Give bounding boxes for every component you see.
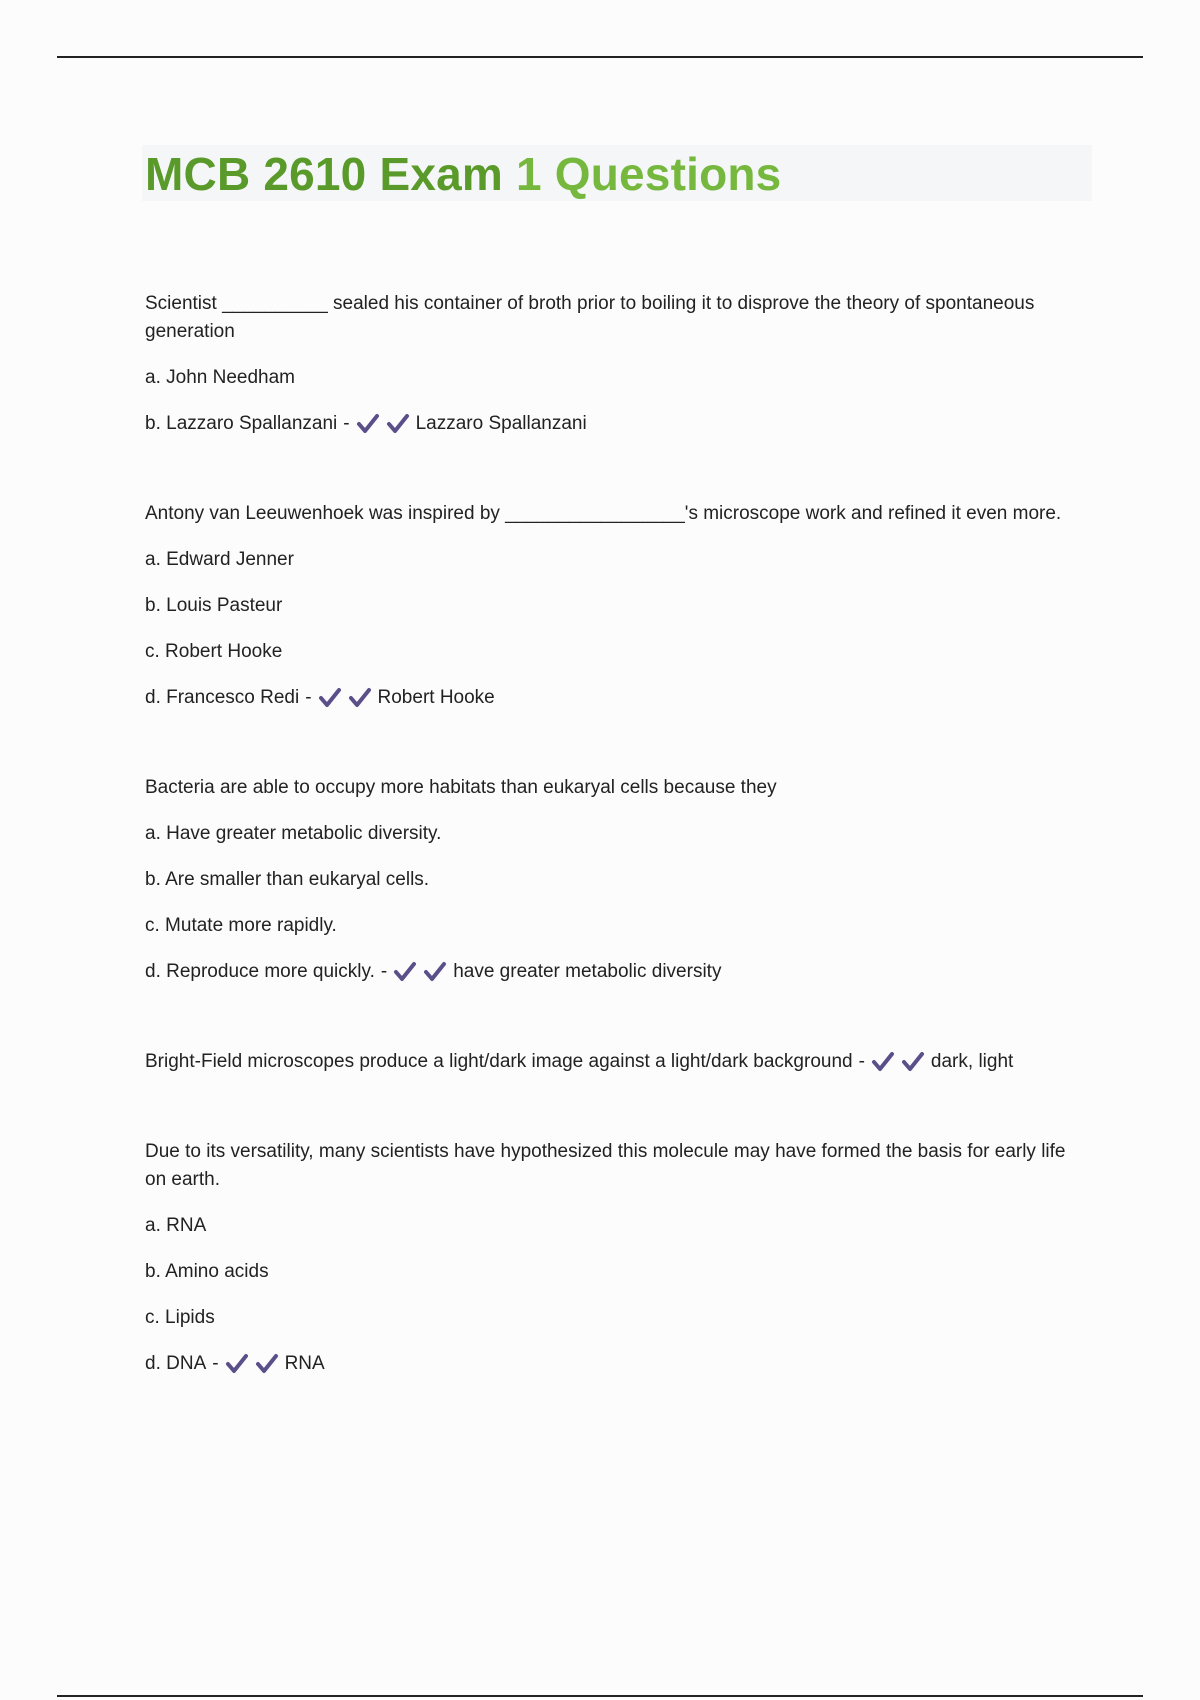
- answer-text: have greater metabolic diversity: [453, 961, 722, 982]
- check-icon: [386, 413, 410, 435]
- option-c: c. Mutate more rapidly.: [145, 915, 337, 936]
- document-title: MCB 2610 Exam 1 Questions: [145, 148, 782, 200]
- check-icon: [356, 413, 380, 435]
- option-a: a. John Needham: [145, 367, 295, 388]
- check-icon: [348, 687, 372, 709]
- question-with-answer: Bright-Field microscopes produce a light/dark image against a light/dark background - dark, light: [145, 1048, 1085, 1076]
- question-1: [145, 290, 1085, 438]
- check-icon: [901, 1051, 925, 1073]
- option-a: a. Have greater metabolic diversity.: [145, 823, 442, 844]
- answer-text: dark, light: [930, 1051, 1014, 1072]
- option-d-answer: d. Reproduce more quickly. - have greater metabolic diversity: [145, 958, 1085, 986]
- question-text: Bright-Field microscopes produce a light/dark image against a light/dark background: [145, 1051, 853, 1072]
- question-4: [145, 1048, 1085, 1076]
- option-c: c. Lipids: [145, 1307, 215, 1328]
- check-icon: [318, 687, 342, 709]
- check-icon: [255, 1353, 279, 1375]
- question-text: Due to its versatility, many scientists have hypothesized this molecule may have formed the basis for early life on earth.: [145, 1141, 1066, 1190]
- option-a: a. RNA: [145, 1215, 207, 1236]
- question-5: [145, 1138, 1085, 1378]
- option-d-answer: d. DNA - RNA: [145, 1350, 1085, 1378]
- question-2: [145, 500, 1085, 712]
- answer-text: RNA: [284, 1353, 325, 1374]
- option-a: a. Edward Jenner: [145, 549, 294, 570]
- questions-list: [145, 290, 1085, 1440]
- option-b-answer: b. Lazzaro Spallanzani - Lazzaro Spallanzani: [145, 410, 1085, 438]
- question-text: Scientist __________ sealed his container of broth prior to boiling it to disprove the theory of spontaneous generation: [145, 293, 1035, 342]
- question-3: [145, 774, 1085, 986]
- top-rule: [57, 56, 1143, 58]
- option-b: b. Amino acids: [145, 1261, 269, 1282]
- answer-text: Robert Hooke: [377, 687, 495, 708]
- question-text: Antony van Leeuwenhoek was inspired by _________________'s microscope work and refined it even more.: [145, 503, 1062, 524]
- check-icon: [871, 1051, 895, 1073]
- option-b: b. Louis Pasteur: [145, 595, 283, 616]
- check-icon: [225, 1353, 249, 1375]
- answer-text: Lazzaro Spallanzani: [415, 413, 587, 434]
- option-c: c. Robert Hooke: [145, 641, 283, 662]
- bottom-rule: [57, 1695, 1143, 1697]
- check-icon: [393, 961, 417, 983]
- question-text: Bacteria are able to occupy more habitats than eukaryal cells because they: [145, 777, 777, 798]
- option-d-answer: d. Francesco Redi - Robert Hooke: [145, 684, 1085, 712]
- check-icon: [423, 961, 447, 983]
- option-b: b. Are smaller than eukaryal cells.: [145, 869, 430, 890]
